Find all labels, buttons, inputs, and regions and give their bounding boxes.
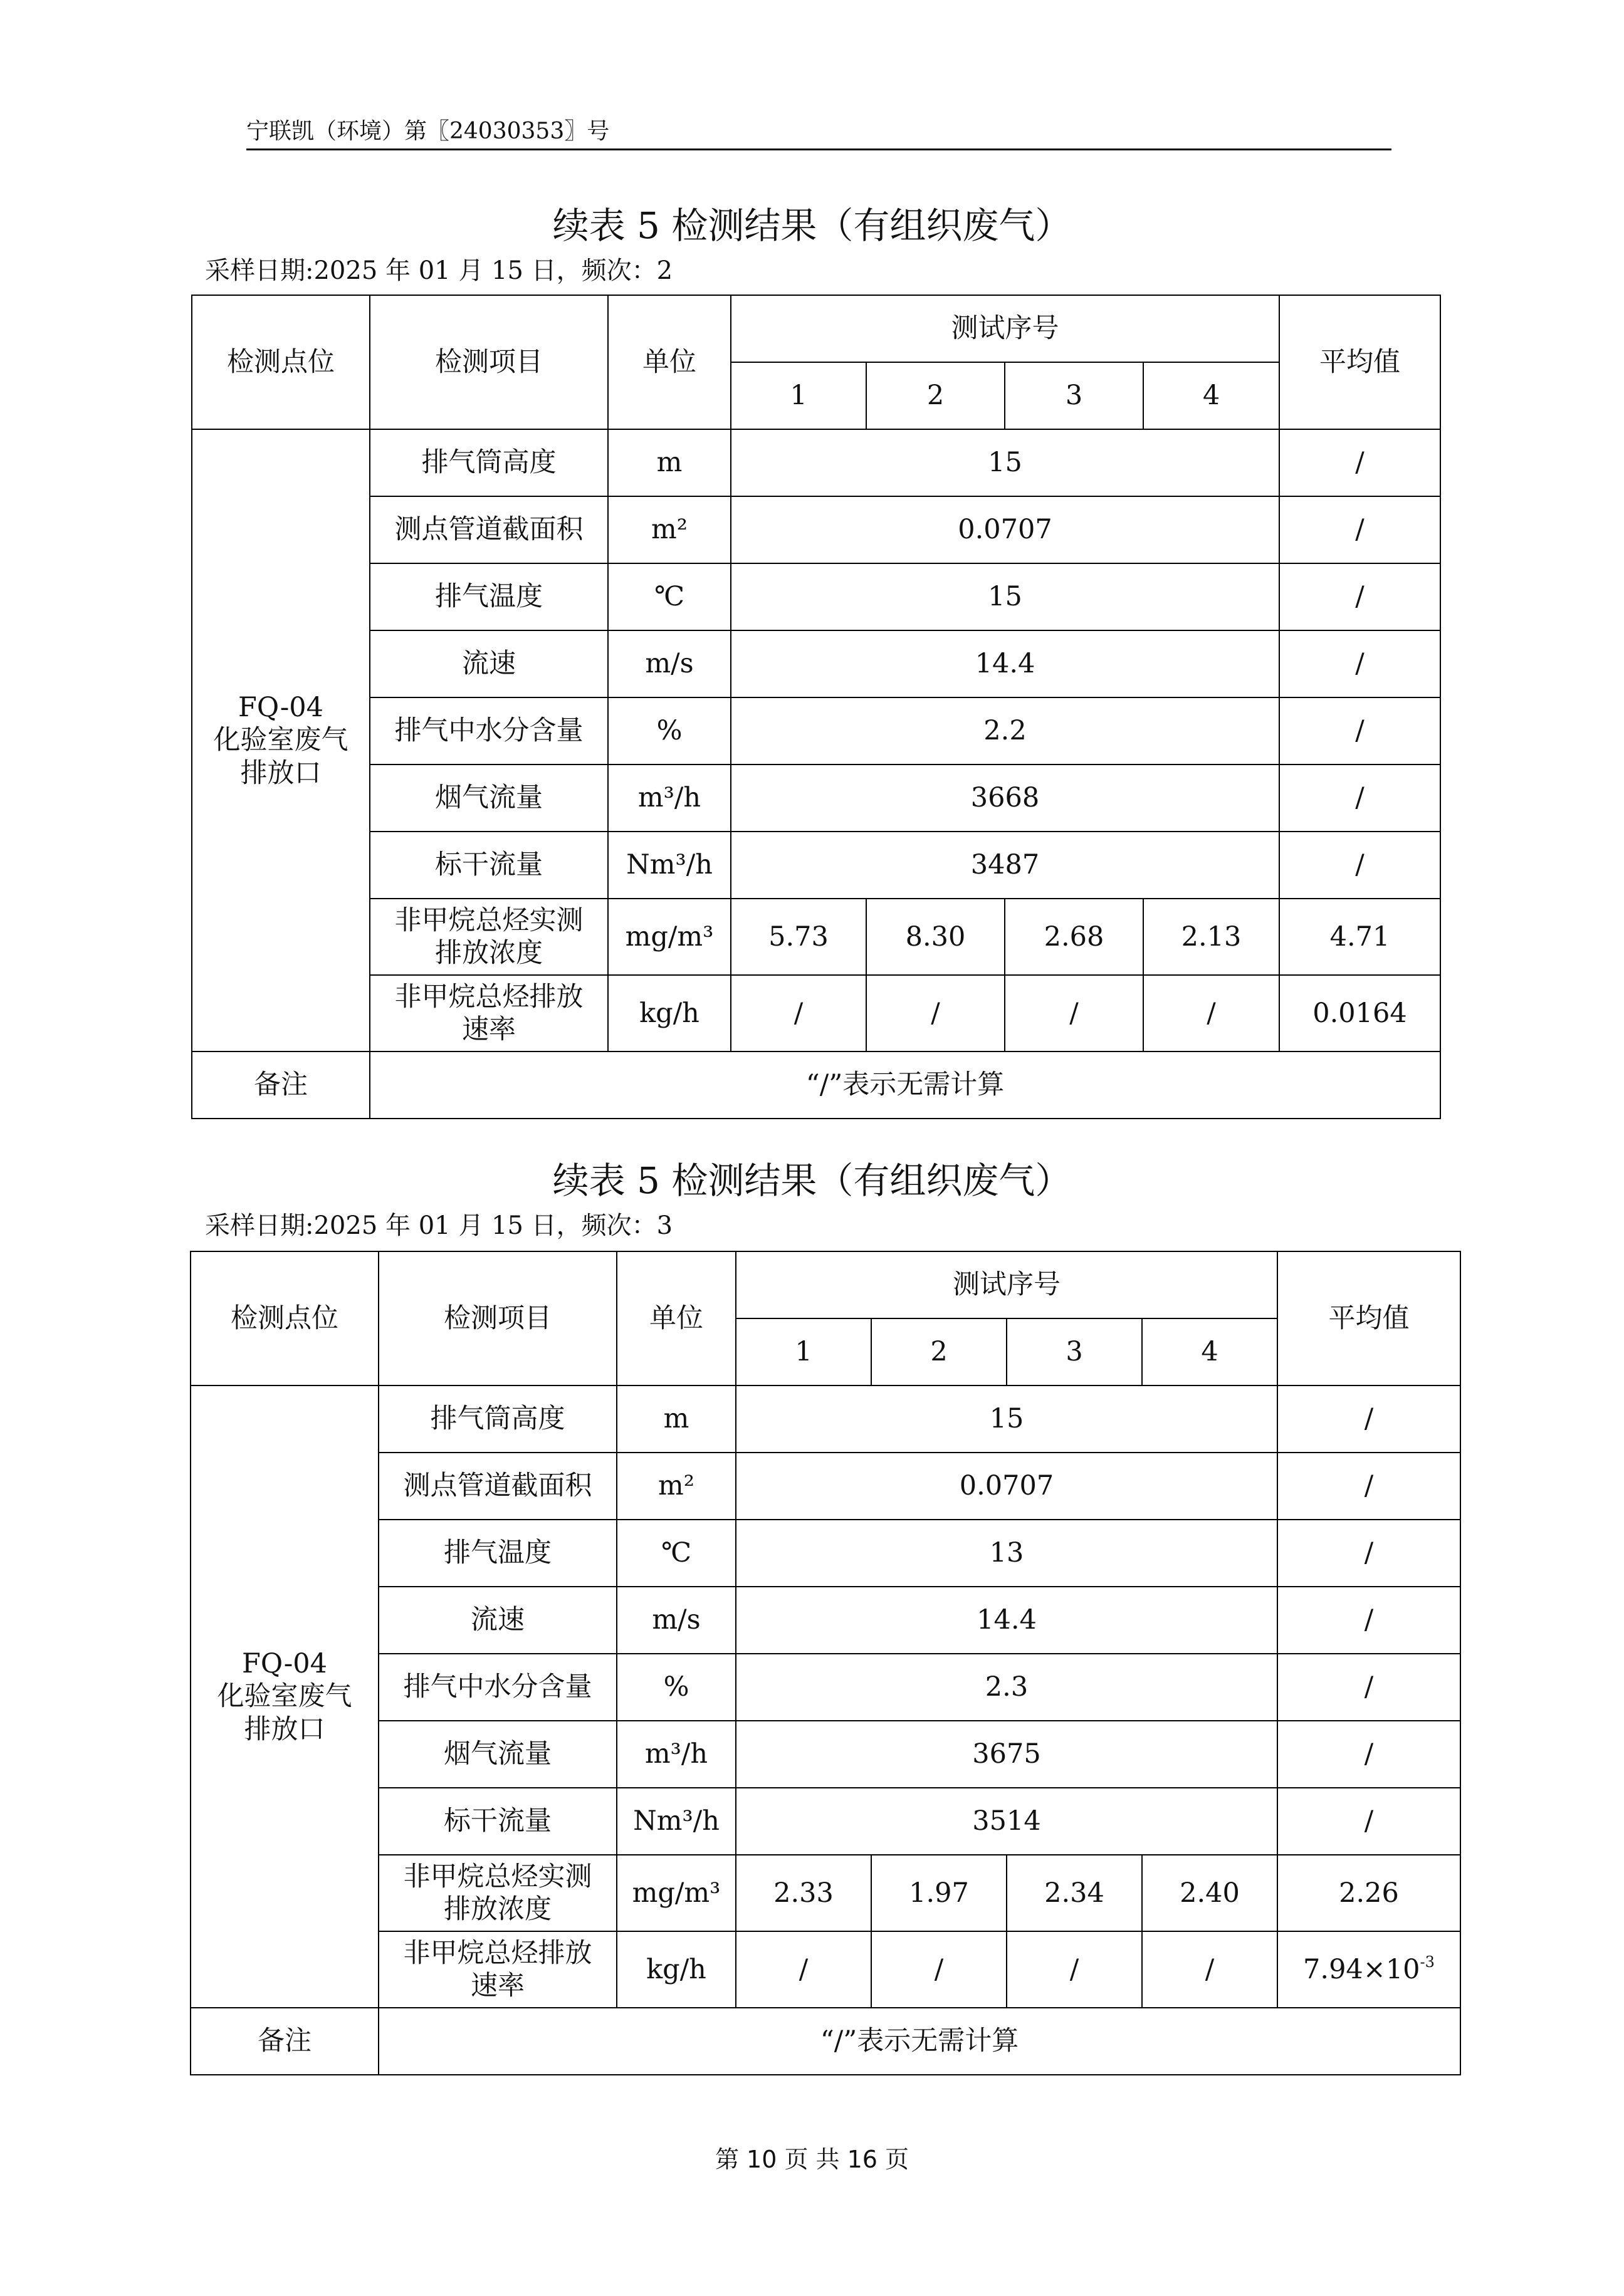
unit-cell: ℃ xyxy=(608,563,731,630)
value-cell: 15 xyxy=(731,429,1279,496)
point-line-1: FQ-04 xyxy=(238,691,323,723)
unit-cell: m³/h xyxy=(608,764,731,832)
unit-cell: m² xyxy=(608,496,731,563)
sampling-info: 采样日期:2025 年 01 月 15 日，频次：2 xyxy=(205,256,673,285)
item-cell xyxy=(379,1931,617,2008)
unit-cell: m xyxy=(617,1385,736,1453)
table-row xyxy=(192,764,1440,832)
item-cell: 排气筒高度 xyxy=(379,1385,617,1453)
header-seq-3: 3 xyxy=(1005,362,1143,429)
header-test-seq: 测试序号 xyxy=(731,295,1279,362)
item-cell: 排气中水分含量 xyxy=(379,1654,617,1721)
item-line-1: 非甲烷总烃排放 xyxy=(403,1937,592,1969)
note-text: “/”表示无需计算 xyxy=(379,2008,1460,2075)
value-cell-2: / xyxy=(866,975,1005,1051)
value-cell-4: 2.13 xyxy=(1143,899,1279,975)
avg-cell: / xyxy=(1277,1654,1460,1721)
avg-cell: 4.71 xyxy=(1279,899,1440,975)
unit-cell: m/s xyxy=(608,630,731,697)
value-cell: 14.4 xyxy=(731,630,1279,697)
unit-cell: % xyxy=(608,697,731,764)
table-row xyxy=(191,1654,1460,1721)
table-row xyxy=(191,1855,1460,1931)
header-test-seq: 测试序号 xyxy=(736,1251,1277,1318)
table-row xyxy=(192,899,1440,975)
value-cell-1: / xyxy=(736,1931,871,2008)
item-cell: 流速 xyxy=(370,630,608,697)
header-seq-2: 2 xyxy=(871,1318,1007,1385)
value-cell-4: 2.40 xyxy=(1142,1855,1277,1931)
value-cell-3: 2.68 xyxy=(1005,899,1143,975)
header-avg: 平均值 xyxy=(1279,295,1440,429)
unit-cell: % xyxy=(617,1654,736,1721)
unit-cell: kg/h xyxy=(617,1931,736,2008)
header-seq-2: 2 xyxy=(866,362,1005,429)
table-row xyxy=(191,1520,1460,1587)
avg-cell: / xyxy=(1279,697,1440,764)
item-cell: 标干流量 xyxy=(370,832,608,899)
header-avg: 平均值 xyxy=(1277,1251,1460,1385)
item-cell: 标干流量 xyxy=(379,1788,617,1855)
value-cell: 15 xyxy=(736,1385,1277,1453)
item-cell: 排气温度 xyxy=(370,563,608,630)
value-cell-2: 8.30 xyxy=(866,899,1005,975)
header-seq-4: 4 xyxy=(1142,1318,1277,1385)
note-row xyxy=(192,1051,1440,1119)
results-table xyxy=(190,1251,1461,2075)
value-cell: 3487 xyxy=(731,832,1279,899)
point-line-3: 排放口 xyxy=(240,757,322,789)
item-cell xyxy=(370,975,608,1051)
note-text: “/”表示无需计算 xyxy=(370,1051,1440,1119)
value-cell-3: / xyxy=(1007,1931,1142,2008)
avg-cell: / xyxy=(1279,429,1440,496)
avg-cell: 2.26 xyxy=(1277,1855,1460,1931)
note-label: 备注 xyxy=(191,2008,379,2075)
avg-cell: / xyxy=(1279,496,1440,563)
note-label: 备注 xyxy=(192,1051,370,1119)
avg-cell xyxy=(1277,1931,1460,2008)
item-cell xyxy=(379,1855,617,1931)
value-cell: 0.0707 xyxy=(736,1453,1277,1520)
item-cell: 排气温度 xyxy=(379,1520,617,1587)
item-line-1: 非甲烷总烃实测 xyxy=(394,904,584,936)
unit-cell: m³/h xyxy=(617,1721,736,1788)
item-cell xyxy=(370,899,608,975)
unit-cell: mg/m³ xyxy=(608,899,731,975)
item-cell: 测点管道截面积 xyxy=(379,1453,617,1520)
avg-cell: / xyxy=(1277,1453,1460,1520)
results-table xyxy=(191,295,1441,1119)
table-row xyxy=(192,429,1440,496)
unit-cell: m/s xyxy=(617,1587,736,1654)
header-seq-4: 4 xyxy=(1143,362,1279,429)
item-line-2: 速率 xyxy=(462,1014,516,1045)
header-unit: 单位 xyxy=(617,1251,736,1385)
table-title: 续表 5 检测结果（有组织废气） xyxy=(552,204,1072,247)
unit-cell: m² xyxy=(617,1453,736,1520)
item-cell: 排气中水分含量 xyxy=(370,697,608,764)
value-cell-3: 2.34 xyxy=(1007,1855,1142,1931)
avg-cell: / xyxy=(1277,1385,1460,1453)
point-line-2: 化验室废气 xyxy=(213,724,348,756)
header-seq-1: 1 xyxy=(736,1318,871,1385)
value-cell: 2.3 xyxy=(736,1654,1277,1721)
table-row xyxy=(192,975,1440,1051)
value-cell: 2.2 xyxy=(731,697,1279,764)
header-seq-1: 1 xyxy=(731,362,866,429)
point-line-2: 化验室废气 xyxy=(217,1681,352,1713)
value-cell: 3514 xyxy=(736,1788,1277,1855)
header-unit: 单位 xyxy=(608,295,731,429)
header-seq-3: 3 xyxy=(1007,1318,1142,1385)
item-line-1: 非甲烷总烃实测 xyxy=(403,1860,592,1892)
table-row xyxy=(191,1721,1460,1788)
avg-cell: / xyxy=(1277,1721,1460,1788)
value-cell-2: / xyxy=(871,1931,1007,2008)
sampling-point-cell xyxy=(192,429,370,1051)
item-cell: 测点管道截面积 xyxy=(370,496,608,563)
value-cell: 13 xyxy=(736,1520,1277,1587)
avg-cell: / xyxy=(1277,1520,1460,1587)
header-point: 检测点位 xyxy=(192,295,370,429)
value-cell-1: / xyxy=(731,975,866,1051)
table-row xyxy=(192,697,1440,764)
point-line-1: FQ-04 xyxy=(242,1647,327,1679)
unit-cell: m xyxy=(608,429,731,496)
value-cell-1: 5.73 xyxy=(731,899,866,975)
table-row xyxy=(192,832,1440,899)
item-line-2: 排放浓度 xyxy=(435,937,543,969)
sampling-point-cell xyxy=(191,1385,379,2008)
table-row xyxy=(191,1385,1460,1453)
value-cell-3: / xyxy=(1005,975,1143,1051)
avg-cell: / xyxy=(1279,630,1440,697)
value-cell: 15 xyxy=(731,563,1279,630)
unit-cell: mg/m³ xyxy=(617,1855,736,1931)
value-cell: 14.4 xyxy=(736,1587,1277,1654)
point-line-3: 排放口 xyxy=(244,1713,325,1745)
header-item: 检测项目 xyxy=(370,295,608,429)
header-item: 检测项目 xyxy=(379,1251,617,1385)
item-cell: 流速 xyxy=(379,1587,617,1654)
unit-cell: kg/h xyxy=(608,975,731,1051)
avg-cell: 0.0164 xyxy=(1279,975,1440,1051)
report-number-header: 宁联凯（环境）第〖24030353〗号 xyxy=(246,115,1391,150)
value-cell: 0.0707 xyxy=(731,496,1279,563)
sampling-info: 采样日期:2025 年 01 月 15 日，频次：3 xyxy=(205,1211,673,1240)
avg-cell: / xyxy=(1277,1587,1460,1654)
item-line-1: 非甲烷总烃排放 xyxy=(394,981,584,1013)
value-cell-4: / xyxy=(1142,1931,1277,2008)
page-number-footer: 第 10 页 共 16 页 xyxy=(715,2146,909,2173)
avg-base: 7.94×10 xyxy=(1303,1953,1420,1985)
table-row xyxy=(192,630,1440,697)
value-cell-2: 1.97 xyxy=(871,1855,1007,1931)
avg-cell: / xyxy=(1277,1788,1460,1855)
table-row xyxy=(191,1788,1460,1855)
item-line-2: 排放浓度 xyxy=(444,1894,552,1925)
table-row xyxy=(191,1931,1460,2008)
table-title: 续表 5 检测结果（有组织废气） xyxy=(552,1159,1072,1202)
value-cell-1: 2.33 xyxy=(736,1855,871,1931)
unit-cell: ℃ xyxy=(617,1520,736,1587)
item-cell: 烟气流量 xyxy=(370,764,608,832)
table-row xyxy=(191,1453,1460,1520)
avg-cell: / xyxy=(1279,832,1440,899)
value-cell: 3675 xyxy=(736,1721,1277,1788)
item-line-2: 速率 xyxy=(471,1970,525,2001)
header-point: 检测点位 xyxy=(191,1251,379,1385)
unit-cell: Nm³/h xyxy=(608,832,731,899)
item-cell: 排气筒高度 xyxy=(370,429,608,496)
avg-exponent: -3 xyxy=(1420,1953,1435,1971)
table-row xyxy=(192,496,1440,563)
unit-cell: Nm³/h xyxy=(617,1788,736,1855)
item-cell: 烟气流量 xyxy=(379,1721,617,1788)
table-row xyxy=(192,563,1440,630)
avg-cell: / xyxy=(1279,563,1440,630)
value-cell: 3668 xyxy=(731,764,1279,832)
note-row xyxy=(191,2008,1460,2075)
table-row xyxy=(191,1587,1460,1654)
value-cell-4: / xyxy=(1143,975,1279,1051)
avg-cell: / xyxy=(1279,764,1440,832)
